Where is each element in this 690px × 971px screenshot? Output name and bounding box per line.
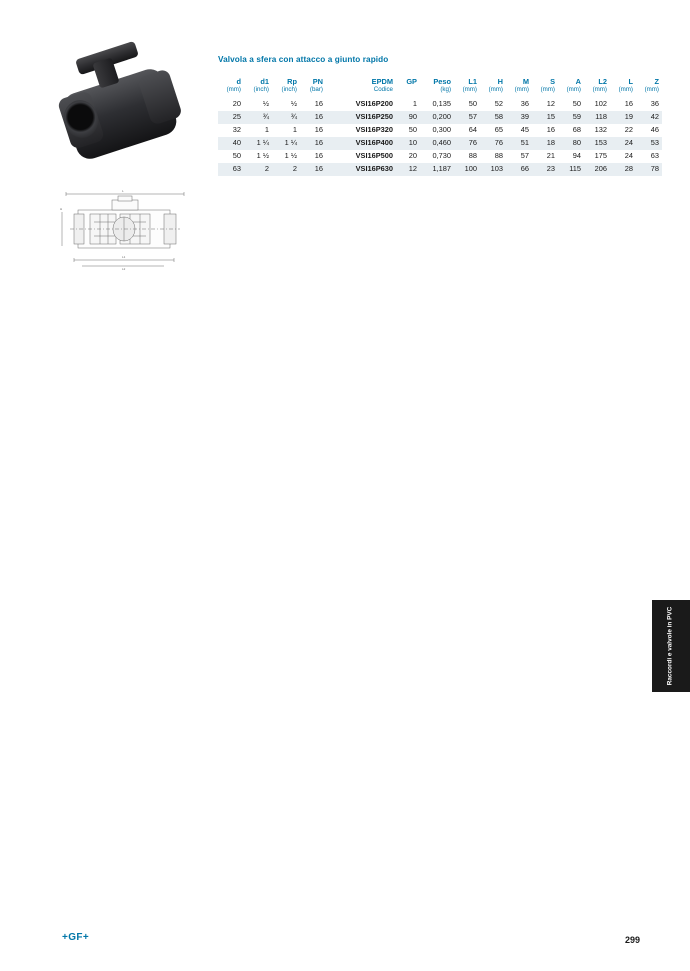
cell-pn: 16	[300, 111, 326, 124]
cell-pn: 16	[314, 99, 323, 109]
unit-m: (mm)	[514, 86, 529, 94]
header-epdm: EPDM	[371, 77, 393, 86]
svg-text:L: L	[122, 189, 124, 193]
unit-h: (mm)	[488, 86, 503, 94]
header-gp: GP	[406, 77, 417, 86]
cell-pn: 16	[300, 163, 326, 176]
cell-pn: 16	[314, 151, 323, 161]
technical-drawing-svg	[60, 188, 190, 270]
cell-gp: 12	[396, 163, 420, 176]
cell-rp: ½	[290, 99, 297, 109]
cell-peso: 0,460	[420, 137, 454, 150]
cell-l: 24	[624, 151, 633, 161]
cell-d1: ½	[262, 99, 269, 109]
cell-a: 115	[558, 163, 584, 176]
spec-table-block	[218, 55, 659, 176]
cell-d1: 1 ¼	[244, 137, 272, 150]
cell-peso: 0,200	[420, 111, 454, 124]
cell-pn: 16	[314, 125, 323, 135]
table-row	[218, 98, 662, 111]
cell-h: 65	[494, 125, 503, 135]
svg-text:H: H	[60, 207, 63, 211]
cell-d: 20	[232, 99, 241, 109]
header-s: S	[550, 77, 555, 86]
cell-z: 42	[636, 111, 662, 124]
cell-m: 66	[506, 163, 532, 176]
cell-peso: 0,300	[432, 125, 451, 135]
cell-l: 19	[610, 111, 636, 124]
cell-peso: 0,730	[432, 151, 451, 161]
cell-z: 78	[636, 163, 662, 176]
cell-l2: 132	[594, 125, 607, 135]
cell-s: 12	[546, 99, 555, 109]
cell-l1: 88	[468, 151, 477, 161]
cell-z: 63	[650, 151, 659, 161]
header-z: Z	[654, 77, 659, 86]
cell-a: 68	[572, 125, 581, 135]
cell-m: 36	[520, 99, 529, 109]
section-tab	[652, 600, 690, 692]
cell-h: 88	[494, 151, 503, 161]
cell-d1: 1 ½	[256, 151, 269, 161]
unit-a: (mm)	[566, 86, 581, 94]
product-photo	[58, 48, 188, 168]
cell-d: 40	[218, 137, 244, 150]
cell-l1: 57	[454, 111, 480, 124]
cell-h: 103	[480, 163, 506, 176]
header-m: M	[522, 77, 529, 86]
spec-table-body	[218, 98, 662, 176]
unit-l: (mm)	[618, 86, 633, 94]
product-title: Valvola a sfera con attacco a giunto rapido	[218, 55, 389, 64]
header-peso: Peso	[433, 77, 451, 86]
cell-l2: 175	[594, 151, 607, 161]
cell-l1: 64	[468, 125, 477, 135]
cell-l2: 206	[584, 163, 610, 176]
cell-gp: 20	[408, 151, 417, 161]
header-row-units	[218, 87, 662, 98]
header-h: H	[497, 77, 503, 86]
cell-l: 22	[624, 125, 633, 135]
cell-s: 21	[546, 151, 555, 161]
cell-l: 28	[610, 163, 636, 176]
table-row	[218, 137, 662, 150]
header-l: L	[628, 77, 633, 86]
cell-l: 24	[610, 137, 636, 150]
cell-a: 59	[558, 111, 584, 124]
cell-code: VSI16P320	[355, 125, 393, 135]
cell-code: VSI16P630	[326, 163, 396, 176]
spec-table	[218, 78, 662, 176]
cell-d: 32	[232, 125, 241, 135]
header-codice: Codice	[373, 86, 393, 94]
cell-l2: 118	[584, 111, 610, 124]
header-l2: L2	[598, 77, 607, 86]
unit-gp	[396, 87, 420, 98]
header-d1: d1	[260, 77, 269, 86]
table-row	[218, 163, 662, 176]
cell-h: 52	[494, 99, 503, 109]
spec-table-head	[218, 78, 662, 98]
unit-l1: (mm)	[462, 86, 477, 94]
cell-gp: 90	[396, 111, 420, 124]
table-row	[218, 124, 662, 137]
cell-z: 53	[636, 137, 662, 150]
unit-peso: (kg)	[440, 86, 451, 94]
section-tab-label: Raccordi e valvole in PVC	[666, 606, 674, 686]
cell-gp: 10	[396, 137, 420, 150]
cell-s: 23	[532, 163, 558, 176]
cell-d1: 1	[264, 125, 269, 135]
cell-z: 36	[650, 99, 659, 109]
svg-text:L2: L2	[122, 267, 126, 270]
cell-m: 51	[506, 137, 532, 150]
cell-peso: 0,135	[432, 99, 451, 109]
unit-d1: (inch)	[253, 86, 269, 94]
header-rp: Rp	[287, 77, 297, 86]
svg-text:L1: L1	[122, 255, 126, 259]
cell-h: 76	[480, 137, 506, 150]
cell-gp: 1	[412, 99, 417, 109]
cell-rp: 1 ¼	[272, 137, 300, 150]
cell-l1: 50	[468, 99, 477, 109]
cell-rp: ¾	[272, 111, 300, 124]
unit-pn: (bar)	[309, 86, 323, 94]
cell-h: 58	[480, 111, 506, 124]
cell-s: 15	[532, 111, 558, 124]
cell-peso: 1,187	[420, 163, 454, 176]
cell-d1: ¾	[244, 111, 272, 124]
cell-m: 57	[520, 151, 529, 161]
cell-rp: 2	[272, 163, 300, 176]
cell-code: VSI16P200	[355, 99, 393, 109]
table-row	[218, 150, 662, 163]
unit-l2: (mm)	[592, 86, 607, 94]
cell-d: 50	[232, 151, 241, 161]
cell-code: VSI16P500	[355, 151, 393, 161]
brand-logo: +GF+	[62, 932, 90, 943]
cell-rp: 1	[292, 125, 297, 135]
cell-a: 50	[572, 99, 581, 109]
technical-drawing	[60, 188, 190, 270]
cell-d: 25	[218, 111, 244, 124]
cell-l: 16	[624, 99, 633, 109]
cell-m: 39	[506, 111, 532, 124]
unit-s: (mm)	[540, 86, 555, 94]
unit-rp: (inch)	[281, 86, 297, 94]
cell-rp: 1 ½	[284, 151, 297, 161]
cell-pn: 16	[300, 137, 326, 150]
cell-s: 18	[532, 137, 558, 150]
cell-d: 63	[218, 163, 244, 176]
cell-l2: 153	[584, 137, 610, 150]
table-row	[218, 111, 662, 124]
page-number: 299	[624, 935, 640, 945]
cell-s: 16	[546, 125, 555, 135]
header-a: A	[575, 77, 581, 86]
cell-d1: 2	[244, 163, 272, 176]
header-l1: L1	[468, 77, 477, 86]
cell-z: 46	[650, 125, 659, 135]
cell-code: VSI16P250	[326, 111, 396, 124]
cell-gp: 50	[408, 125, 417, 135]
cell-l2: 102	[594, 99, 607, 109]
cell-m: 45	[520, 125, 529, 135]
cell-code: VSI16P400	[326, 137, 396, 150]
unit-z: (mm)	[644, 86, 659, 94]
header-d: d	[236, 77, 241, 86]
cell-l1: 100	[454, 163, 480, 176]
unit-d: (mm)	[226, 86, 241, 94]
header-pn: PN	[312, 77, 323, 86]
cell-a: 94	[572, 151, 581, 161]
cell-a: 80	[558, 137, 584, 150]
cell-l1: 76	[454, 137, 480, 150]
